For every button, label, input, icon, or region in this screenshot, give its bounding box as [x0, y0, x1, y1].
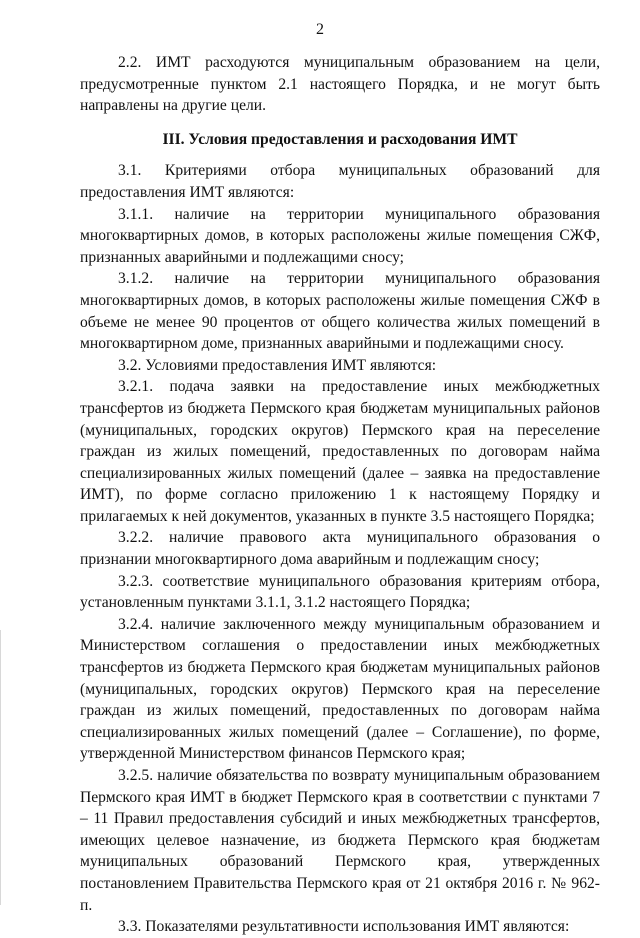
paragraph-3-1: 3.1. Критериями отбора муниципальных образований для предоставления ИМТ являются:: [80, 162, 600, 201]
paragraph-3-3: 3.3. Показателями результативности использования ИМТ являются:: [118, 918, 570, 936]
paragraph-3-2-2: 3.2.2. наличие правового акта муниципального образования о признании многоквартирного дома аварийным и подлежащим сносу;: [80, 529, 600, 569]
paragraph-2-2: 2.2. ИМТ расходуются муниципальным образованием на цели, предусмотренные пунктом 2.1 настоящего Порядка, и не могут быть направлены на другие цели.: [80, 54, 600, 115]
paragraph-3-1-1: 3.1.1. наличие на территории муниципального образования многоквартирных домов, в которых расположены жилые помещения СЖФ, признанных аварийными и подлежащими сносу;: [80, 205, 600, 266]
paragraph-3-2-4: 3.2.4. наличие заключенного между муниципальным образованием и Министерством соглашения о предоставлении иных межбюджетных трансфертов из бюджета Пермского края бюджетам муниципальных районов (муниципальных, городских округов) Пермского края на переселение граждан из жилых помещений, предоставленных по договорам найма специализированных жилых помещений (далее – Соглашение), по форме, утвержденной Министерством финансов Пермского края;: [80, 615, 600, 763]
scan-edge-line: [0, 630, 1, 905]
paragraph-3-2-3: 3.2.3. соответствие муниципального образования критериям отбора, установленным пунктами 3.1.1, 3.1.2 настоящего Порядка;: [80, 572, 600, 612]
section-heading: III. Условия предоставления и расходования ИМТ: [162, 130, 518, 148]
paragraph-3-2-1: 3.2.1. подача заявки на предоставление иных межбюджетных трансфертов из бюджета Пермского края бюджетам муниципальных районов (муниципальных, городских округов) Пермского края на переселение граждан из жилых помещений, предоставленных по договорам найма специализированных жилых помещений (далее – заявка на предоставление ИМТ), по форме согласно приложению 1 к настоящему Порядку и прилагаемых к ней документов, указанных в пункте 3.5 настоящего Порядка;: [80, 378, 600, 525]
paragraph-3-1-2: 3.1.2. наличие на территории муниципального образования многоквартирных домов, в которых расположены жилые помещения СЖФ в объеме не менее 90 процентов от общего количества жилых помещений в многоквартирном доме, признанных аварийными и подлежащими сносу.: [80, 270, 600, 353]
paragraph-3-2-5: 3.2.5. наличие обязательства по возврату муниципальным образованием Пермского края ИМТ в бюджет Пермского края в соответствии с пунктами 7 – 11 Правил предоставления субсидий и иных межбюджетных трансфертов, имеющих целевое назначение, из бюджета Пермского края бюджетам муниципальных образований Пермского края, утвержденных постановлением Правительства Пермского края от 21 октября 2016 г. № 962-п.: [80, 767, 600, 914]
paragraph-3-2: 3.2. Условиями предоставления ИМТ являются:: [118, 356, 437, 374]
page-number: 2: [316, 21, 324, 38]
document-body: [80, 52, 600, 938]
